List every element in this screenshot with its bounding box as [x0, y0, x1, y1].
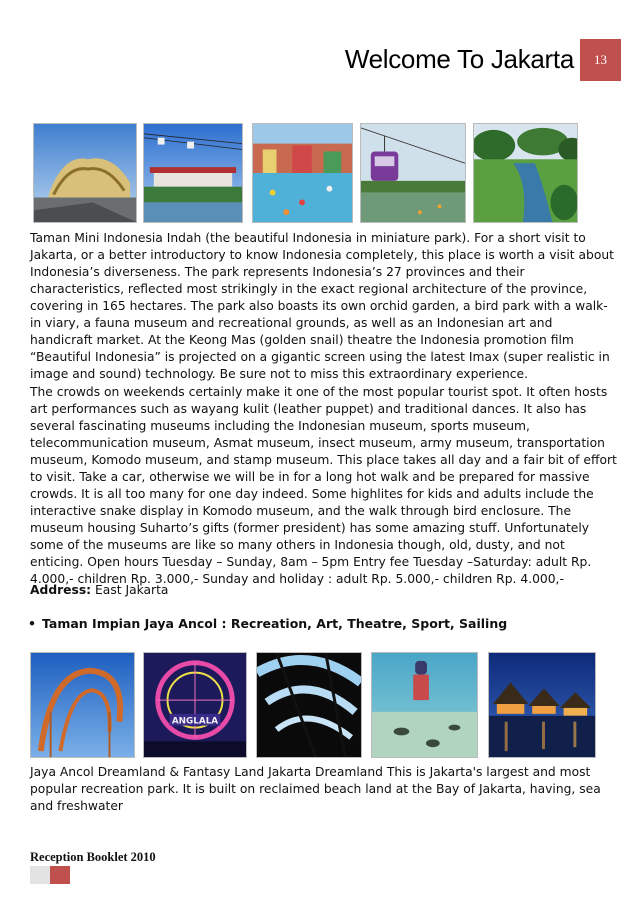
- ferris-wheel-sign: ANGLALA: [171, 716, 219, 727]
- footer-red-square: [50, 866, 70, 884]
- intro-paragraph: Taman Mini Indonesia Indah (the beautiful Indonesia in miniature park). For a short visit to Jakarta, or a better introductory to know Indonesia completely, this place is worth a visit about Indonesia’s diverseness. The park represents Indonesia’s 27 provinces and their characteristics, reflected most strikingly in the exact regional architecture of the province, covering in 165 hectares. The park also boasts its own orchid garden, a bird park with a walk-in viary, a fauna museum and recreational grounds, as well as an Indonesian art and handicraft market. At the Keong Mas (golden snail) theatre the Indonesia promotion film “Beautiful Indonesia” is projected on a gigantic screen using the latest Imax (super realistic in image and sound) technology. Be sure not to miss this extraordinary experience.: [30, 231, 614, 381]
- attraction-bullet: [28, 616, 507, 631]
- water-park-photo: [252, 123, 353, 223]
- sea-huts-photo: [488, 652, 596, 758]
- footer-gray-square: [30, 866, 50, 884]
- gondola-lake-photo: [360, 123, 466, 223]
- address-label: Address:: [30, 583, 92, 597]
- garden-park-photo: [473, 123, 578, 223]
- footer-label: Reception Booklet 2010: [30, 850, 156, 864]
- attraction-heading: Taman Impian Jaya Ancol : Recreation, Art, Theatre, Sport, Sailing: [42, 616, 508, 631]
- bullet-dot-icon: •: [28, 616, 36, 631]
- cable-car-photo: [143, 123, 243, 223]
- details-paragraph: The crowds on weekends certainly make it one of the most popular tourist spot. It often hosts art performances such as wayang kulit (leather puppet) and traditional dances. It also has several fascinating museums including the Indonesian museum, sports museum, telecommunication museum, Asmat museum, insect museum, army museum, transportation museum, Komodo museum, and stamp museum. This place takes all day and a fair bit of effort to visit. Take a car, otherwise we will be in for a long hot walk and be prepared for massive crowds. It is all too many for one day indeed. Some highlites for kids and adults include the interactive snake display in Komodo museum, and the walk through bird enclosure. The museum housing Suharto’s gifts (former president) has some amazing stuff. Unfortunately some of the museums are like so many others in Indonesia though, old, dusty, and not enticing. Open hours Tuesday – Sunday, 8am – 5pm Entry fee Tuesday –Saturday: adult Rp. 4.000,- children Rp. 3.000,- Sunday and holiday : adult Rp. 5.000,- children Rp. 4.000,-: [30, 385, 617, 586]
- roller-coaster-photo: [30, 652, 135, 758]
- theatre-dome-photo: [33, 123, 137, 223]
- address-value: East Jakarta: [95, 583, 169, 597]
- page-title: Welcome To Jakarta: [344, 44, 574, 74]
- page-number-badge: 13: [580, 39, 621, 81]
- address-line: [30, 583, 168, 597]
- aquarium-diver-photo: [371, 652, 478, 758]
- ferris-wheel-photo: [143, 652, 247, 758]
- ancol-paragraph: Jaya Ancol Dreamland & Fantasy Land Jakarta Dreamland This is Jakarta's largest and most popular recreation park. It is built on reclaimed beach land at the Bay of Jakarta, having, sea and freshwater: [30, 765, 601, 813]
- tunnel-photo: [256, 652, 362, 758]
